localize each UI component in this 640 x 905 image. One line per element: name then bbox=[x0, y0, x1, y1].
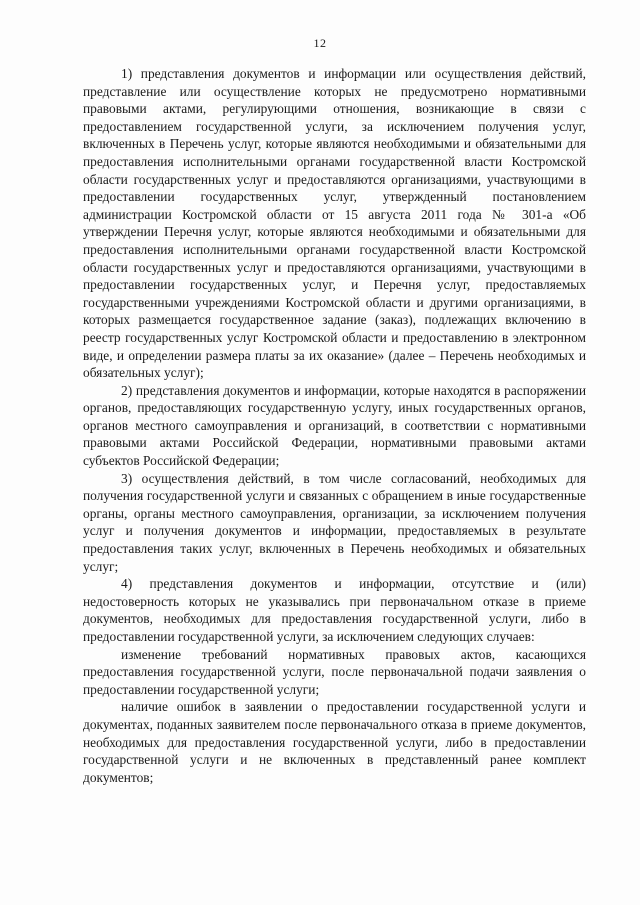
paragraph-exception-2: наличие ошибок в заявлении о предоставлении государственной услуги и документах, поданных заявителем после первоначального отказа в приеме документов, необходимых для предоставления государственной услуги, либо в предоставлении государственной услуги и не включенных в представленный ранее комплект документов; bbox=[83, 699, 586, 785]
paragraph-item-2: 2) представления документов и информации, которые находятся в распоряжении органов, предоставляющих государственную услугу, иных государственных органов, органов местного самоуправления и организаций, в соответствии с нормативными правовыми актами Российской Федерации, нормативными правовыми актами субъектов Российской Федерации; bbox=[83, 382, 586, 469]
paragraph-exception-1: изменение требований нормативных правовых актов, касающихся предоставления государственной услуги, после первоначальной подачи заявления о предоставлении государственной услуги; bbox=[83, 646, 586, 697]
paragraph-item-4: 4) представления документов и информации, отсутствие и (или) недостоверность которых не указывались при первоначальном отказе в приеме документов, необходимых для предоставления государственной услуги, либо в предоставлении государственной услуги, за исключением следующих случаев: bbox=[83, 576, 586, 644]
paragraph-item-1: 1) представления документов и информации или осуществления действий, представление или осуществление которых не предусмотрено нормативными правовыми актами, регулирующими отношения, возникающие в связи с предоставлением государственной услуги, за исключением получения услуг, включенных в Перечень услуг, которые являются необходимыми и обязательными для предоставления исполнительными органами государственной власти Костромской области государственных услуг и предоставляются организациями, участвующими в предоставлении государственных услуг, утвержденный постановлением администрации Костромской области от 15 августа 2011 года № 301-а «Об утверждении Перечня услуг, которые являются необходимыми и обязательными для предоставления исполнительными органами государственной власти Костромской области государственных услуг и предоставляются организациями, участвующими в предоставлении государственных услуг, и Перечня услуг, предоставляемых государственными учреждениями Костромской области и другими организациями, в которых размещается государственное задание (заказ), подлежащих включению в реестр государственных услуг Костромской области и предоставлению в электронном виде, и определении размера платы за их оказание» (далее – Перечень необходимых и обязательных услуг); bbox=[83, 66, 586, 381]
page-number: 12 bbox=[313, 36, 327, 50]
paragraph-item-3: 3) осуществления действий, в том числе согласований, необходимых для получения государственной услуги и связанных с обращением в иные государственные органы, органы местного самоуправления, организации, за исключением получения услуг и получения документов и информации, предоставляемых в результате предоставления таких услуг, включенных в Перечень необходимых и обязательных услуг; bbox=[83, 470, 586, 574]
document-body bbox=[83, 65, 586, 786]
